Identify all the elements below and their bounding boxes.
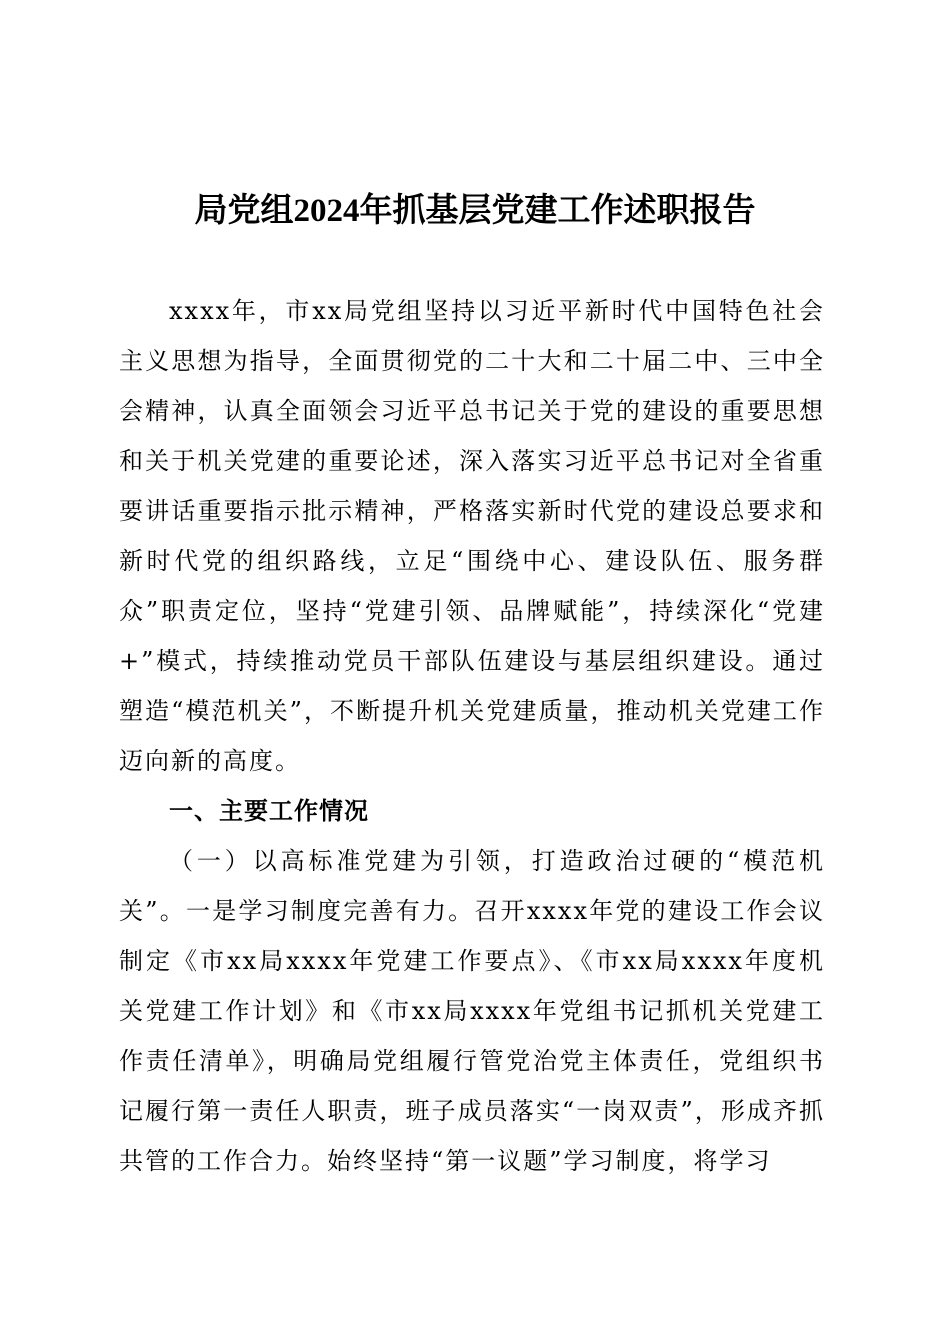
- section-heading: 一、主要工作情况: [169, 797, 369, 825]
- document-title: 局党组2024年抓基层党建工作述职报告: [194, 193, 756, 229]
- section-paragraph: （一）以高标准党建为引领，打造政治过硬的“模范机关”。一是学习制度完善有力。召开xxxx年党的建设工作会议制定《市xx局xxxx年党建工作要点》、《市xx局xxxx年度机关党建工作计划》和《市xx局xxxx年党组书记抓机关党建工作责任清单》，明确局党组履行管党治党主体责任，党组织书记履行第一责任人职责，班子成员落实“一岗双责”，形成齐抓共管的工作合力。始终坚持“第一议题”学习制度，将学习: [119, 847, 825, 1175]
- intro-paragraph: xxxx年，市xx局党组坚持以习近平新时代中国特色社会主义思想为指导，全面贯彻党的二十大和二十届二中、三中全会精神，认真全面领会习近平总书记关于党的建设的重要思想和关于机关党建的重要论述，深入落实习近平总书记对全省重要讲话重要指示批示精神，严格落实新时代党的建设总要求和新时代党的组织路线，立足“围绕中心、建设队伍、服务群众”职责定位，坚持“党建引领、品牌赋能”，持续深化“党建+”模式，持续推动党员干部队伍建设与基层组织建设。通过塑造“模范机关”，不断提升机关党建质量，推动机关党建工作迈向新的高度。: [119, 297, 825, 775]
